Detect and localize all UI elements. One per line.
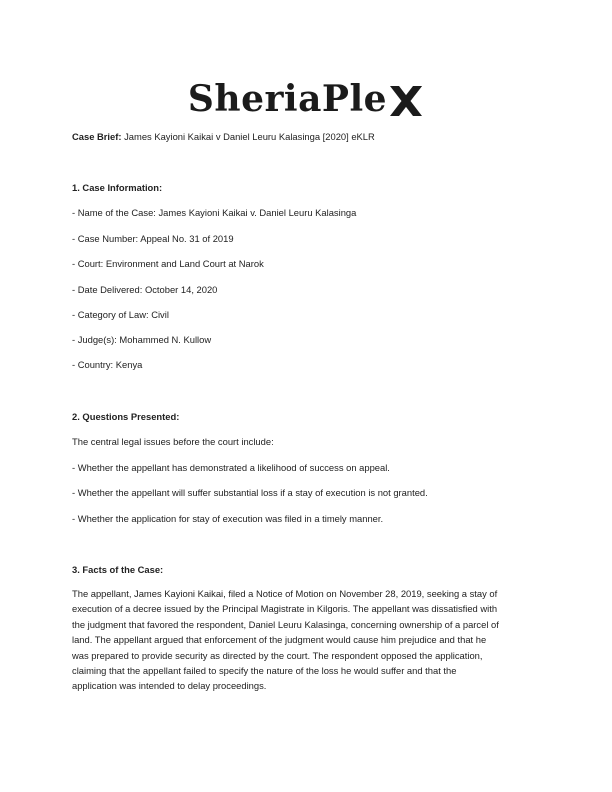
info-category-of-law: - Category of Law: Civil <box>72 309 169 320</box>
section-heading-questions-presented: 2. Questions Presented: <box>72 411 180 422</box>
section-heading-facts: 3. Facts of the Case: <box>72 564 164 575</box>
facts-line: execution of a decree issued by the Principal Magistrate in Kilgoris. The appellant was dissatisfied with <box>72 603 498 615</box>
case-brief-label: Case Brief: <box>72 131 122 142</box>
info-country: - Country: Kenya <box>72 359 143 370</box>
case-brief-line <box>72 131 542 143</box>
question-item: - Whether the appellant has demonstrated a likelihood of success on appeal. <box>72 462 390 473</box>
info-date-delivered: - Date Delivered: October 14, 2020 <box>72 284 218 295</box>
facts-line: application was intended to delay proceedings. <box>72 680 267 692</box>
facts-paragraph <box>72 586 542 694</box>
question-item: - Whether the application for stay of execution was filed in a timely manner. <box>72 513 384 524</box>
facts-line: was prepared to provide security as directed by the court. The respondent opposed the application, <box>72 649 483 661</box>
facts-line: the judgment that favored the respondent, Daniel Leuru Kalasinga, concerning ownership of a parcel of <box>72 618 499 630</box>
sheriaplex-logo <box>0 74 612 124</box>
info-case-number: - Case Number: Appeal No. 31 of 2019 <box>72 233 234 244</box>
question-item: - Whether the appellant will suffer substantial loss if a stay of execution is not granted. <box>72 487 428 498</box>
questions-intro: The central legal issues before the court include: <box>72 436 274 447</box>
section-heading-case-information: 1. Case Information: <box>72 182 163 193</box>
info-judges: - Judge(s): Mohammed N. Kullow <box>72 334 212 345</box>
facts-line: The appellant, James Kayioni Kaikai, filed a Notice of Motion on November 28, 2019, seeking a stay of <box>72 588 498 599</box>
info-case-name: - Name of the Case: James Kayioni Kaikai v. Daniel Leuru Kalasinga <box>72 207 357 218</box>
case-brief-title: James Kayioni Kaikai v Daniel Leuru Kalasinga [2020] eKLR <box>124 131 375 142</box>
logo-text: SheriaPle <box>187 78 388 120</box>
logo-x-mark-icon <box>388 83 424 119</box>
facts-line: land. The appellant argued that enforcement of the judgment would cause him prejudice and that he <box>72 634 487 646</box>
info-court: - Court: Environment and Land Court at Narok <box>72 258 264 269</box>
facts-line: claiming that the appellant failed to specify the nature of the loss he would suffer and that the <box>72 665 457 677</box>
